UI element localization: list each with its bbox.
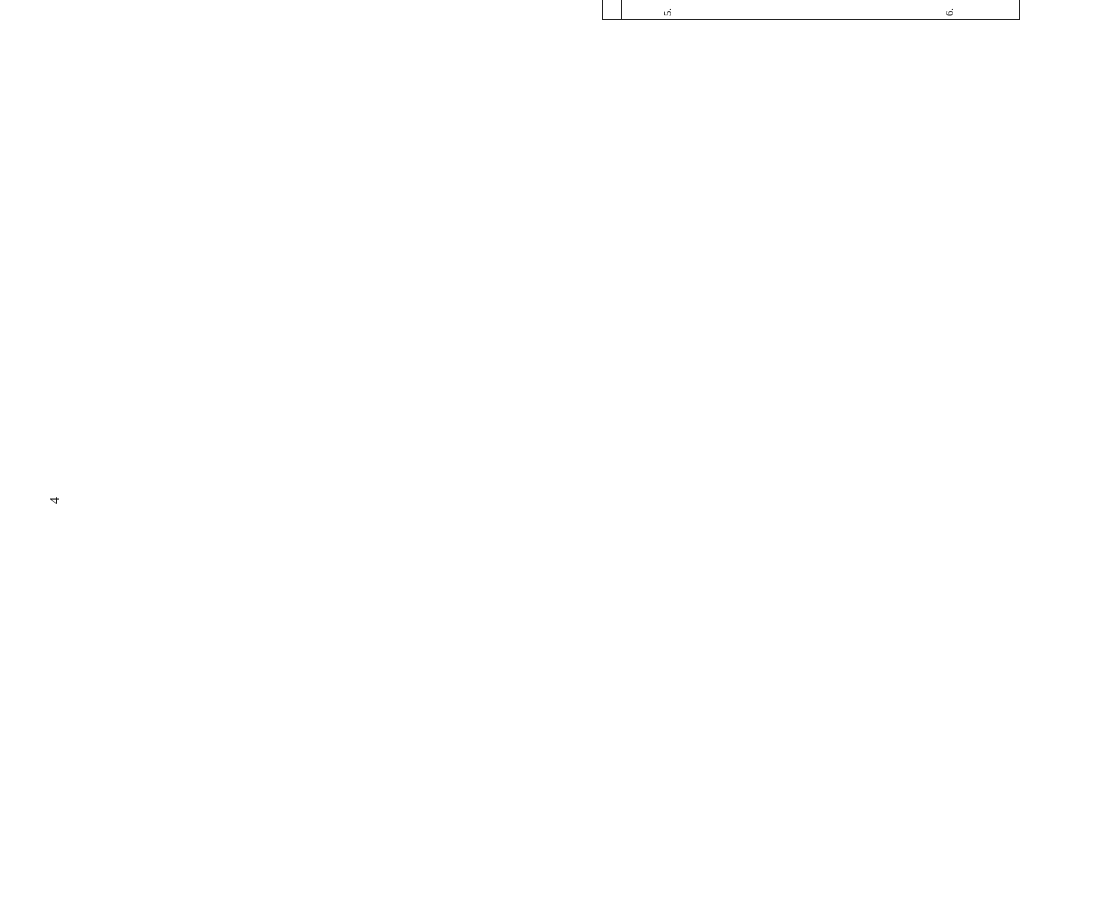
program-table	[602, 0, 1020, 20]
continuation-note	[582, 0, 602, 20]
table-row	[622, 0, 915, 20]
table-row	[914, 0, 1019, 20]
header-row	[603, 0, 622, 20]
header-col-1	[603, 0, 622, 20]
row-number: 6.	[914, 0, 1019, 20]
row-number: 5.	[622, 0, 915, 20]
page-number: 4	[48, 497, 63, 504]
landscape-sheet	[582, 0, 1107, 20]
